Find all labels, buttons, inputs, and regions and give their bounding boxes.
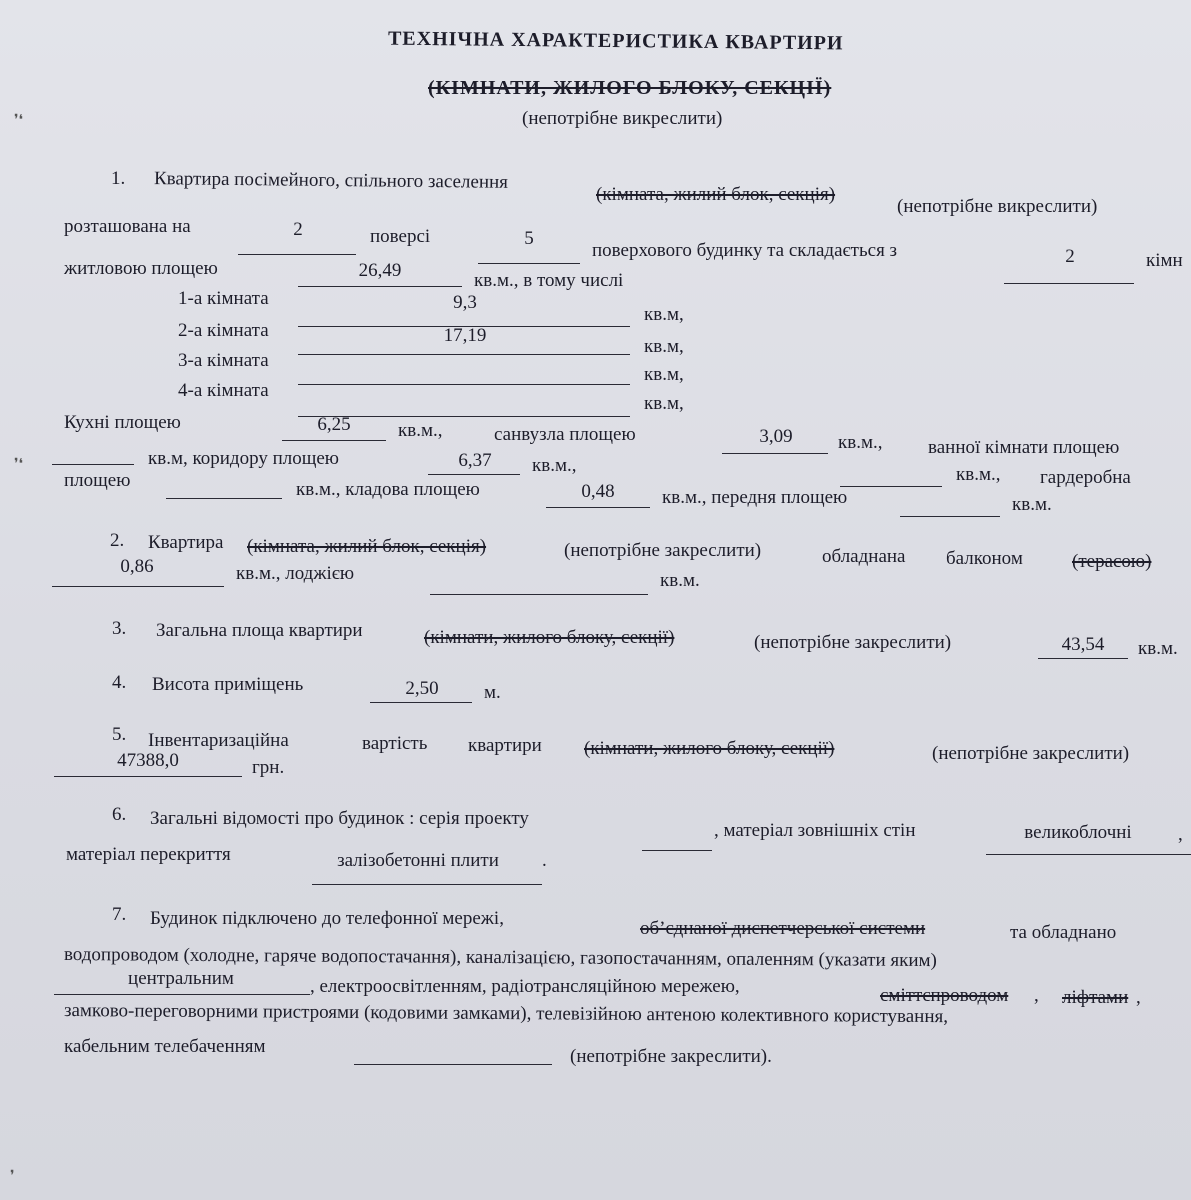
s1-number: 1. bbox=[111, 168, 126, 189]
room1-value: 9,3 bbox=[453, 292, 477, 313]
room2-unit: кв.м, bbox=[644, 336, 684, 357]
inventory-value: 47388,0 bbox=[117, 750, 179, 771]
balcony-value: 0,86 bbox=[120, 556, 154, 577]
height-value: 2,50 bbox=[405, 678, 439, 699]
s2-text-d: балконом bbox=[946, 548, 1023, 569]
floor-value: 2 bbox=[293, 219, 303, 240]
kitchen-line bbox=[282, 440, 386, 441]
s2-text-c: обладнана bbox=[822, 546, 906, 567]
bath-room-label: ванної кімнати площею bbox=[928, 437, 1120, 458]
heating-line bbox=[54, 994, 310, 995]
s7-line3-struck2: ліфтами bbox=[1062, 987, 1129, 1008]
ceiling-line bbox=[312, 884, 542, 885]
s7-line3-comma: , bbox=[1034, 985, 1039, 1006]
s2-number: 2. bbox=[110, 530, 125, 551]
floors-total-value: 5 bbox=[524, 228, 534, 249]
room2-label: 2-а кімната bbox=[178, 320, 269, 341]
s3-text-b: (непотрібне закреслити) bbox=[754, 632, 952, 653]
corridor-label: кв.м, коридору площею bbox=[148, 448, 339, 469]
s7-line3-a: , електроосвітленням, радіотрансляційною мережею, bbox=[310, 976, 740, 997]
s7-line2: водопроводом (холодне, гаряче водопостачання), каналізацією, газопостачанням, опаленням (указати яким) bbox=[63, 944, 937, 972]
room3-unit: кв.м, bbox=[644, 364, 684, 385]
s7-line5-a: кабельним телебаченням bbox=[64, 1036, 266, 1057]
s3-text-a: Загальна площа квартири bbox=[156, 620, 363, 641]
total-area-line bbox=[1038, 658, 1128, 659]
s7-line4: замково-переговорними пристроями (кодовими замками), телевізійною антеною колективного користування, bbox=[63, 1000, 949, 1028]
floors-total-line bbox=[478, 263, 580, 264]
storage-label: кв.м., кладова площею bbox=[296, 479, 480, 500]
total-area-unit: кв.м. bbox=[1138, 638, 1178, 659]
s7-line1-struck: об’єднаної диспетчерської системи bbox=[640, 918, 926, 939]
s7-line1-b: та обладнано bbox=[1010, 922, 1117, 943]
located-label: розташована на bbox=[64, 216, 191, 237]
heating-value: центральним bbox=[128, 968, 234, 989]
wardrobe-label: гардеробна bbox=[1040, 467, 1131, 488]
room3-line bbox=[298, 384, 630, 385]
s1-text-a: Квартира посімейного, спільного заселення bbox=[153, 168, 509, 193]
doc-subtitle-struck: (КІМНАТИ, ЖИЛОГО БЛОКУ, СЕКЦІЇ) bbox=[428, 77, 832, 99]
room4-unit: кв.м, bbox=[644, 393, 684, 414]
kitchen-value: 6,25 bbox=[317, 414, 351, 435]
kitchen-unit: кв.м., bbox=[398, 420, 443, 441]
margin-mark: ❜❛ bbox=[14, 113, 24, 128]
s2-struck: (кімната, жилий блок, секція) bbox=[247, 536, 487, 557]
room1-unit: кв.м, bbox=[644, 304, 684, 325]
s5-text-a: Інвентаризаційна bbox=[148, 730, 289, 751]
s4-text-a: Висота приміщень bbox=[152, 674, 304, 695]
bathroom-value: 3,09 bbox=[759, 426, 793, 447]
living-label: житловою площею bbox=[64, 258, 218, 279]
corridor-value: 6,37 bbox=[458, 450, 492, 471]
height-line bbox=[370, 702, 472, 703]
floor-line bbox=[238, 254, 356, 255]
s2-text-b: (непотрібне закреслити) bbox=[564, 540, 762, 561]
rooms-line bbox=[1004, 283, 1134, 284]
s7-line3-struck1: сміттєпроводом bbox=[880, 985, 1009, 1006]
corridor-line bbox=[428, 474, 520, 475]
bath-room-line-right bbox=[840, 486, 942, 487]
walls-comma: , bbox=[1178, 824, 1183, 845]
total-area-value: 43,54 bbox=[1061, 634, 1105, 655]
s2-struck2: (терасою) bbox=[1072, 551, 1152, 572]
doc-title: ТЕХНІЧНА ХАРАКТЕРИСТИКА КВАРТИРИ bbox=[387, 27, 844, 55]
s1-struck: (кімната, жилий блок, секція) bbox=[596, 184, 836, 205]
bathroom-unit: кв.м., bbox=[838, 432, 883, 453]
s2-text-a: Квартира bbox=[148, 532, 224, 553]
s5-text-c: квартири bbox=[468, 735, 542, 756]
s3-number: 3. bbox=[112, 618, 127, 639]
s6-text-a: Загальні відомості про будинок : серія проекту bbox=[150, 808, 529, 829]
wardrobe-area-label: площею bbox=[64, 470, 131, 491]
rooms-value: 2 bbox=[1065, 246, 1075, 267]
corridor-unit: кв.м., bbox=[532, 455, 577, 476]
storage-value: 0,48 bbox=[581, 481, 615, 502]
s6-text-b: , матеріал зовнішніх стін bbox=[714, 820, 916, 841]
s7-line5-b: (непотрібне закреслити). bbox=[570, 1046, 772, 1067]
s5-number: 5. bbox=[112, 724, 127, 745]
ceiling-dot: . bbox=[542, 850, 547, 871]
kitchen-label: Кухні площею bbox=[64, 412, 181, 433]
cable-tv-line bbox=[354, 1064, 552, 1065]
room1-label: 1-а кімната bbox=[178, 288, 269, 309]
inventory-line bbox=[54, 776, 242, 777]
doc-note: (непотрібне викреслити) bbox=[522, 108, 723, 129]
s3-struck: (кімнати, жилого блоку, секції) bbox=[424, 627, 675, 648]
height-unit: м. bbox=[484, 682, 501, 703]
wardrobe-unit: кв.м., bbox=[956, 464, 1001, 485]
inventory-unit: грн. bbox=[252, 757, 285, 778]
series-line bbox=[642, 850, 712, 851]
room2-value: 17,19 bbox=[443, 325, 487, 346]
margin-mark: ❜ bbox=[10, 1169, 15, 1184]
s7-line3-end: , bbox=[1136, 987, 1141, 1008]
floor-label: поверсі bbox=[370, 226, 431, 247]
s1-text-b: (непотрібне викреслити) bbox=[897, 196, 1098, 217]
s5-text-d: (непотрібне закреслити) bbox=[932, 743, 1130, 764]
bath-room-line-left bbox=[52, 464, 134, 465]
living-area-value: 26,49 bbox=[358, 260, 402, 281]
ceiling-value: залізобетонні плити bbox=[337, 850, 499, 871]
s5-text-b: вартість bbox=[362, 733, 428, 754]
building-label: поверхового будинку та складається з bbox=[592, 240, 898, 261]
loggia-line bbox=[430, 594, 648, 595]
rooms-label: кімн bbox=[1146, 250, 1183, 271]
s5-struck: (кімнати, жилого блоку, секції) bbox=[584, 738, 835, 759]
storage-line bbox=[546, 507, 650, 508]
room3-label: 3-а кімната bbox=[178, 350, 269, 371]
loggia-label: кв.м., лоджією bbox=[236, 563, 355, 584]
s7-number: 7. bbox=[112, 904, 127, 925]
walls-line bbox=[986, 854, 1191, 855]
room4-label: 4-а кімната bbox=[178, 380, 269, 401]
s6-number: 6. bbox=[112, 804, 127, 825]
including-label: кв.м., в тому числі bbox=[474, 270, 624, 291]
s4-number: 4. bbox=[112, 672, 127, 693]
bathroom-line bbox=[722, 453, 828, 454]
walls-value: великоблочні bbox=[1024, 822, 1132, 843]
loggia-unit: кв.м. bbox=[660, 570, 700, 591]
room2-line bbox=[298, 354, 630, 355]
margin-mark: ❜❛ bbox=[14, 457, 24, 472]
wardrobe-line bbox=[166, 498, 282, 499]
bathroom-label: санвузла площею bbox=[494, 424, 636, 445]
hall-label: кв.м., передня площею bbox=[662, 487, 848, 508]
s6-text-c: матеріал перекриття bbox=[66, 844, 231, 865]
hall-line bbox=[900, 516, 1000, 517]
balcony-line bbox=[52, 586, 224, 587]
hall-unit: кв.м. bbox=[1012, 494, 1052, 515]
s7-line1-a: Будинок підключено до телефонної мережі, bbox=[150, 908, 504, 929]
living-area-line bbox=[298, 286, 462, 287]
